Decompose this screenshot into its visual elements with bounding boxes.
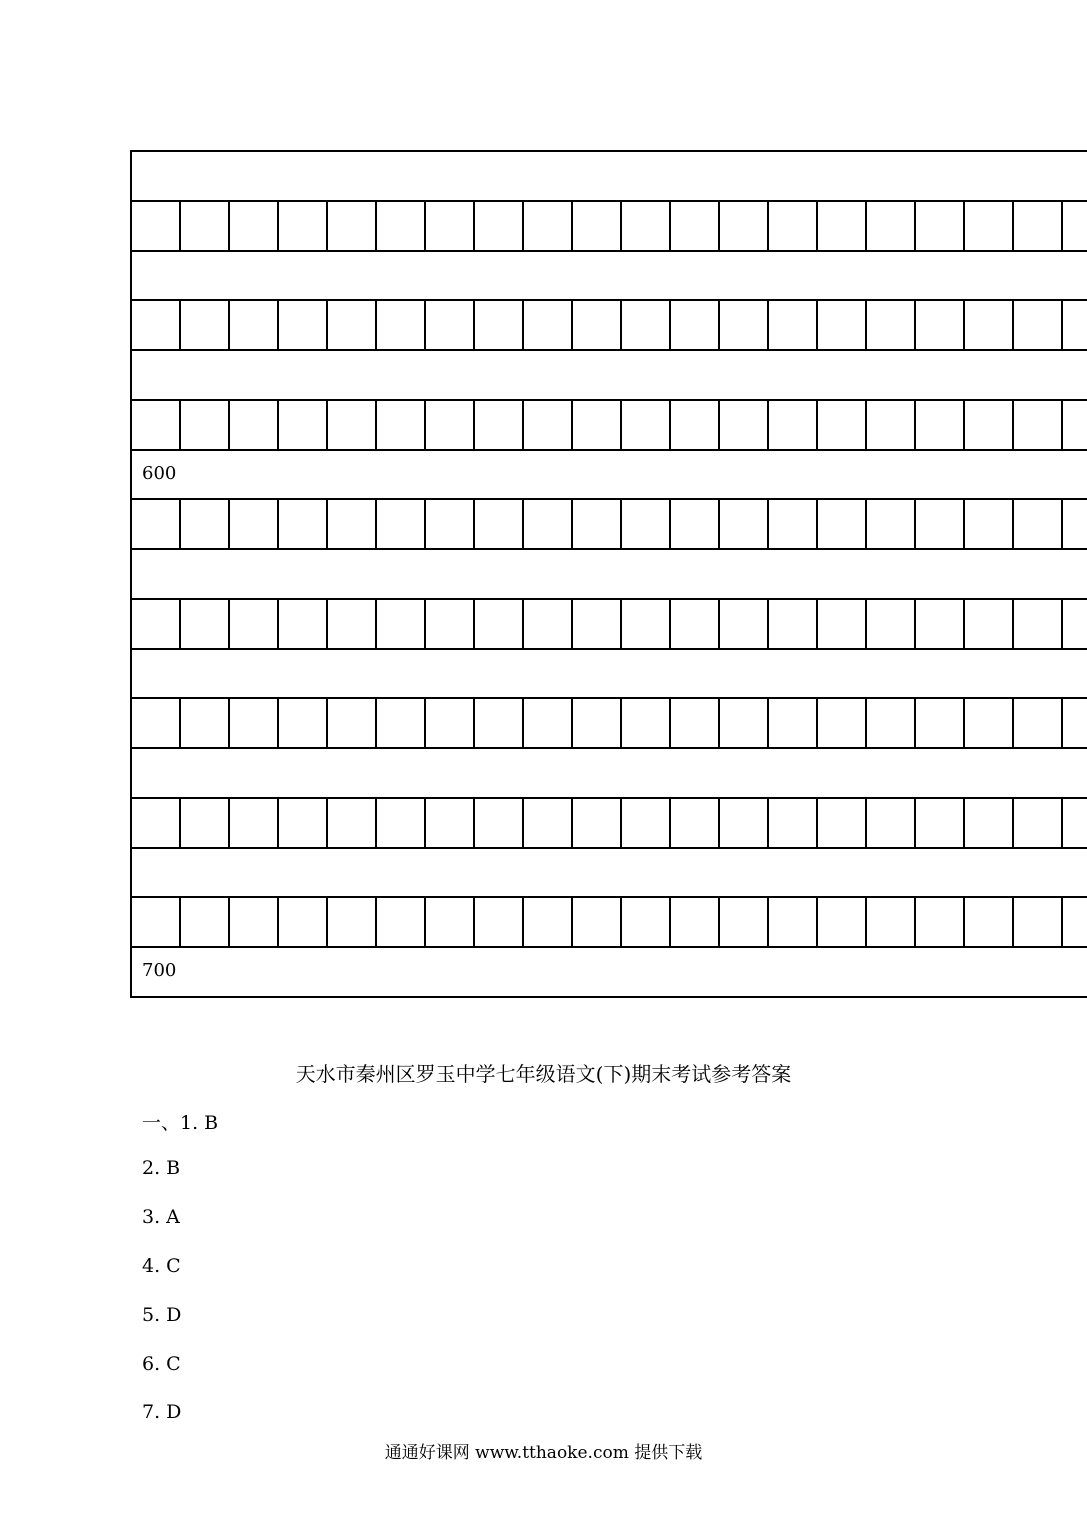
grid-spacer-row xyxy=(132,351,1087,401)
grid-cell xyxy=(475,401,524,449)
grid-cell xyxy=(622,898,671,946)
grid-cell xyxy=(622,301,671,349)
grid-cell xyxy=(426,401,475,449)
grid-cell xyxy=(377,500,426,548)
grid-cell xyxy=(132,301,181,349)
grid-cell xyxy=(720,799,769,847)
grid-cell xyxy=(426,600,475,648)
grid-cell xyxy=(769,799,818,847)
grid-cell xyxy=(475,898,524,946)
answer-item: 7. D xyxy=(142,1401,182,1423)
grid-cell xyxy=(769,202,818,250)
grid-cell xyxy=(132,699,181,747)
grid-cell xyxy=(181,898,230,946)
grid-cell xyxy=(1063,301,1087,349)
grid-cell xyxy=(965,401,1014,449)
grid-cell xyxy=(818,202,867,250)
grid-spacer-row xyxy=(132,252,1087,302)
grid-cell xyxy=(328,202,377,250)
grid-cell xyxy=(916,500,965,548)
grid-cell xyxy=(1063,500,1087,548)
grid-cell xyxy=(818,301,867,349)
grid-cell xyxy=(818,799,867,847)
grid-cell xyxy=(818,401,867,449)
grid-spacer-row xyxy=(132,650,1087,700)
grid-cell xyxy=(181,401,230,449)
grid-cell xyxy=(279,401,328,449)
grid-cell xyxy=(573,401,622,449)
grid-cell-row xyxy=(132,301,1087,351)
grid-cell xyxy=(769,600,818,648)
grid-cell xyxy=(279,500,328,548)
grid-cell xyxy=(328,799,377,847)
grid-cell xyxy=(524,600,573,648)
grid-cell xyxy=(720,301,769,349)
grid-cell xyxy=(1063,699,1087,747)
grid-cell xyxy=(524,799,573,847)
grid-cell xyxy=(769,500,818,548)
answer-item: 6. C xyxy=(142,1353,181,1375)
grid-cell xyxy=(720,898,769,946)
grid-cell xyxy=(377,301,426,349)
grid-cell xyxy=(524,202,573,250)
grid-cell xyxy=(181,301,230,349)
grid-cell xyxy=(720,699,769,747)
grid-cell xyxy=(524,401,573,449)
grid-cell xyxy=(671,600,720,648)
grid-cell xyxy=(1014,301,1063,349)
grid-cell xyxy=(720,202,769,250)
grid-cell xyxy=(965,799,1014,847)
grid-cell xyxy=(1063,401,1087,449)
grid-cell xyxy=(181,799,230,847)
grid-cell xyxy=(230,202,279,250)
grid-spacer-row xyxy=(132,948,1087,998)
grid-cell xyxy=(475,600,524,648)
grid-cell xyxy=(328,600,377,648)
grid-cell xyxy=(916,401,965,449)
grid-cell xyxy=(720,600,769,648)
grid-cell xyxy=(230,600,279,648)
answer-key-title: 天水市秦州区罗玉中学七年级语文(下)期末考试参考答案 xyxy=(295,1062,792,1086)
grid-cell xyxy=(769,301,818,349)
grid-cell xyxy=(867,202,916,250)
grid-cell xyxy=(720,500,769,548)
grid-cell xyxy=(230,500,279,548)
grid-cell xyxy=(769,401,818,449)
answer-item: 2. B xyxy=(142,1157,181,1179)
grid-cell xyxy=(279,600,328,648)
grid-cell xyxy=(279,799,328,847)
grid-cell xyxy=(916,898,965,946)
grid-cell xyxy=(867,699,916,747)
grid-cell xyxy=(867,500,916,548)
grid-cell-row xyxy=(132,500,1087,550)
grid-cell xyxy=(573,600,622,648)
grid-cell xyxy=(132,202,181,250)
grid-cell xyxy=(573,898,622,946)
grid-cell xyxy=(475,699,524,747)
grid-cell xyxy=(965,600,1014,648)
grid-cell xyxy=(916,301,965,349)
grid-cell xyxy=(916,699,965,747)
word-count-marker-600: 600 xyxy=(142,462,177,484)
grid-cell xyxy=(426,500,475,548)
grid-cell xyxy=(867,401,916,449)
grid-cell xyxy=(181,202,230,250)
grid-cell xyxy=(377,799,426,847)
grid-cell xyxy=(573,699,622,747)
grid-cell xyxy=(622,202,671,250)
grid-cell xyxy=(524,898,573,946)
writing-grid xyxy=(130,150,1087,998)
grid-cell xyxy=(279,301,328,349)
grid-cell xyxy=(1063,799,1087,847)
grid-cell xyxy=(671,898,720,946)
grid-cell xyxy=(1014,898,1063,946)
grid-cell xyxy=(279,202,328,250)
grid-cell xyxy=(818,600,867,648)
grid-cell xyxy=(132,600,181,648)
grid-cell xyxy=(622,600,671,648)
grid-cell xyxy=(230,699,279,747)
grid-cell xyxy=(1014,699,1063,747)
grid-cell-row xyxy=(132,202,1087,252)
grid-cell xyxy=(622,799,671,847)
grid-cell xyxy=(328,500,377,548)
footer-source-note: 通通好课网 www.tthaoke.com 提供下载 xyxy=(384,1443,703,1463)
grid-cell xyxy=(573,799,622,847)
grid-cell xyxy=(475,799,524,847)
grid-cell-row xyxy=(132,600,1087,650)
grid-cell xyxy=(230,799,279,847)
grid-spacer-row xyxy=(132,451,1087,501)
grid-cell xyxy=(230,898,279,946)
grid-cell xyxy=(965,301,1014,349)
grid-cell xyxy=(573,500,622,548)
grid-cell xyxy=(328,699,377,747)
grid-cell xyxy=(573,202,622,250)
grid-cell xyxy=(132,500,181,548)
grid-cell xyxy=(524,699,573,747)
grid-cell xyxy=(622,699,671,747)
grid-cell-row xyxy=(132,401,1087,451)
grid-cell xyxy=(328,898,377,946)
grid-cell xyxy=(377,699,426,747)
grid-cell xyxy=(279,699,328,747)
grid-cell xyxy=(230,301,279,349)
grid-cell xyxy=(818,500,867,548)
grid-cell xyxy=(426,699,475,747)
grid-cell xyxy=(965,202,1014,250)
grid-cell xyxy=(181,500,230,548)
grid-cell-row xyxy=(132,699,1087,749)
grid-cell xyxy=(328,301,377,349)
grid-cell xyxy=(181,600,230,648)
grid-spacer-row xyxy=(132,749,1087,799)
grid-cell-row xyxy=(132,898,1087,948)
grid-cell xyxy=(181,699,230,747)
grid-cell xyxy=(867,799,916,847)
grid-cell-row xyxy=(132,799,1087,849)
grid-cell xyxy=(426,898,475,946)
grid-cell xyxy=(377,898,426,946)
word-count-marker-700: 700 xyxy=(142,960,177,981)
grid-cell xyxy=(377,202,426,250)
grid-cell xyxy=(1063,898,1087,946)
grid-cell xyxy=(867,301,916,349)
grid-cell xyxy=(916,202,965,250)
answer-item: 一、1. B xyxy=(142,1112,219,1134)
grid-spacer-row xyxy=(132,849,1087,899)
grid-cell xyxy=(328,401,377,449)
grid-cell xyxy=(671,202,720,250)
grid-cell xyxy=(1014,401,1063,449)
grid-cell xyxy=(1014,500,1063,548)
grid-cell xyxy=(965,898,1014,946)
grid-cell xyxy=(475,500,524,548)
grid-cell xyxy=(279,898,328,946)
grid-cell xyxy=(1014,202,1063,250)
grid-cell xyxy=(818,898,867,946)
grid-cell xyxy=(230,401,279,449)
grid-cell xyxy=(475,202,524,250)
answer-item: 3. A xyxy=(142,1206,180,1228)
grid-cell xyxy=(426,799,475,847)
grid-cell xyxy=(867,898,916,946)
grid-cell xyxy=(769,699,818,747)
grid-cell xyxy=(720,401,769,449)
grid-cell xyxy=(671,799,720,847)
grid-cell xyxy=(132,799,181,847)
grid-cell xyxy=(818,699,867,747)
grid-cell xyxy=(1063,202,1087,250)
grid-cell xyxy=(867,600,916,648)
grid-cell xyxy=(916,600,965,648)
grid-cell xyxy=(524,301,573,349)
grid-spacer-row xyxy=(132,550,1087,600)
grid-cell xyxy=(965,699,1014,747)
grid-cell xyxy=(769,898,818,946)
grid-cell xyxy=(622,500,671,548)
grid-cell xyxy=(426,202,475,250)
grid-cell xyxy=(524,500,573,548)
grid-cell xyxy=(573,301,622,349)
grid-cell xyxy=(671,401,720,449)
grid-cell xyxy=(916,799,965,847)
grid-cell xyxy=(1014,799,1063,847)
grid-cell xyxy=(132,401,181,449)
grid-spacer-row xyxy=(132,152,1087,202)
grid-cell xyxy=(965,500,1014,548)
grid-cell xyxy=(671,301,720,349)
grid-cell xyxy=(671,699,720,747)
grid-cell xyxy=(1063,600,1087,648)
answer-item: 4. C xyxy=(142,1255,181,1277)
answer-item: 5. D xyxy=(142,1304,182,1326)
grid-cell xyxy=(132,898,181,946)
grid-cell xyxy=(377,600,426,648)
grid-cell xyxy=(671,500,720,548)
grid-cell xyxy=(475,301,524,349)
grid-cell xyxy=(426,301,475,349)
grid-cell xyxy=(1014,600,1063,648)
grid-cell xyxy=(377,401,426,449)
grid-cell xyxy=(622,401,671,449)
